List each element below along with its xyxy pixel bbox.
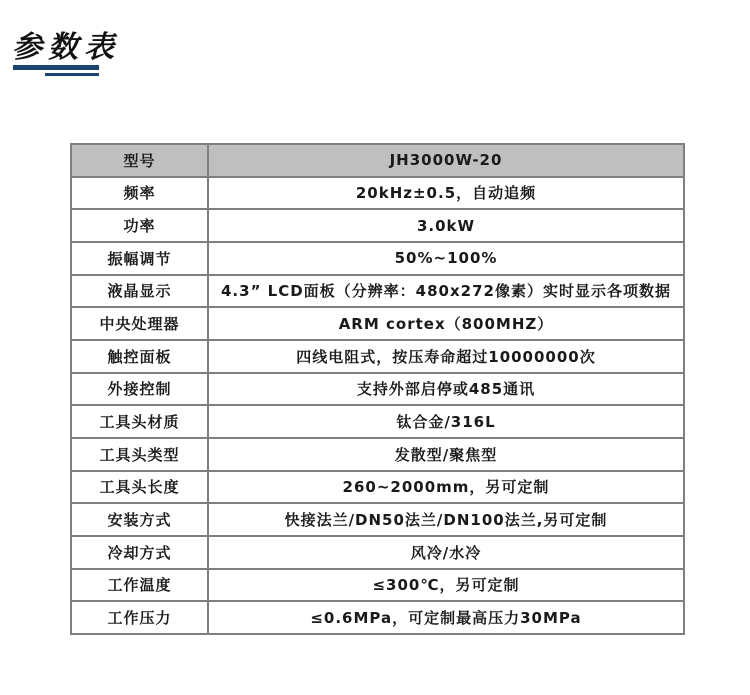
table-row	[71, 177, 684, 210]
table-row	[71, 569, 684, 602]
param-name-cell: 中央处理器	[71, 307, 208, 340]
param-value-cell: 50%~100%	[208, 242, 684, 275]
title-underline-accent	[45, 73, 99, 76]
param-value-cell: 3.0kW	[208, 209, 684, 242]
param-name-cell: 液晶显示	[71, 275, 208, 308]
table-row	[71, 373, 684, 406]
param-name-cell: 振幅调节	[71, 242, 208, 275]
param-name-cell: 工作压力	[71, 601, 208, 634]
page-title: 参数表	[12, 30, 120, 65]
param-name-cell: 工具头类型	[71, 438, 208, 471]
param-name-cell: 外接控制	[71, 373, 208, 406]
param-value-cell: 快接法兰/DN50法兰/DN100法兰,另可定制	[208, 503, 684, 536]
table-row	[71, 209, 684, 242]
param-value-cell: 20kHz±0.5，自动追频	[208, 177, 684, 210]
param-value-cell: ARM cortex（800MHZ）	[208, 307, 684, 340]
table-row	[71, 536, 684, 569]
table-row	[71, 340, 684, 373]
param-value-cell: 260~2000mm，另可定制	[208, 471, 684, 504]
param-value-cell: 钛合金/316L	[208, 405, 684, 438]
param-value-cell: JH3000W-20	[208, 144, 684, 177]
param-name-cell: 工具头长度	[71, 471, 208, 504]
param-name-cell: 冷却方式	[71, 536, 208, 569]
param-value-cell: 支持外部启停或485通讯	[208, 373, 684, 406]
table-row	[71, 275, 684, 308]
param-name-cell: 触控面板	[71, 340, 208, 373]
param-value-cell: 4.3” LCD面板（分辨率：480x272像素）实时显示各项数据	[208, 275, 684, 308]
param-value-cell: ≤300℃，另可定制	[208, 569, 684, 602]
param-name-cell: 工作温度	[71, 569, 208, 602]
spec-table	[70, 143, 685, 635]
title-underline-main	[13, 65, 99, 70]
param-name-cell: 安装方式	[71, 503, 208, 536]
table-row	[71, 601, 684, 634]
table-row	[71, 438, 684, 471]
table-row	[71, 307, 684, 340]
table-row	[71, 405, 684, 438]
table-row	[71, 471, 684, 504]
param-name-cell: 功率	[71, 209, 208, 242]
param-name-cell: 工具头材质	[71, 405, 208, 438]
param-value-cell: ≤0.6MPa，可定制最高压力30MPa	[208, 601, 684, 634]
table-row	[71, 242, 684, 275]
param-value-cell: 四线电阻式，按压寿命超过10000000次	[208, 340, 684, 373]
param-name-cell: 型号	[71, 144, 208, 177]
param-value-cell: 发散型/聚焦型	[208, 438, 684, 471]
param-value-cell: 风冷/水冷	[208, 536, 684, 569]
param-name-cell: 频率	[71, 177, 208, 210]
table-row	[71, 503, 684, 536]
table-row-model	[71, 144, 684, 177]
